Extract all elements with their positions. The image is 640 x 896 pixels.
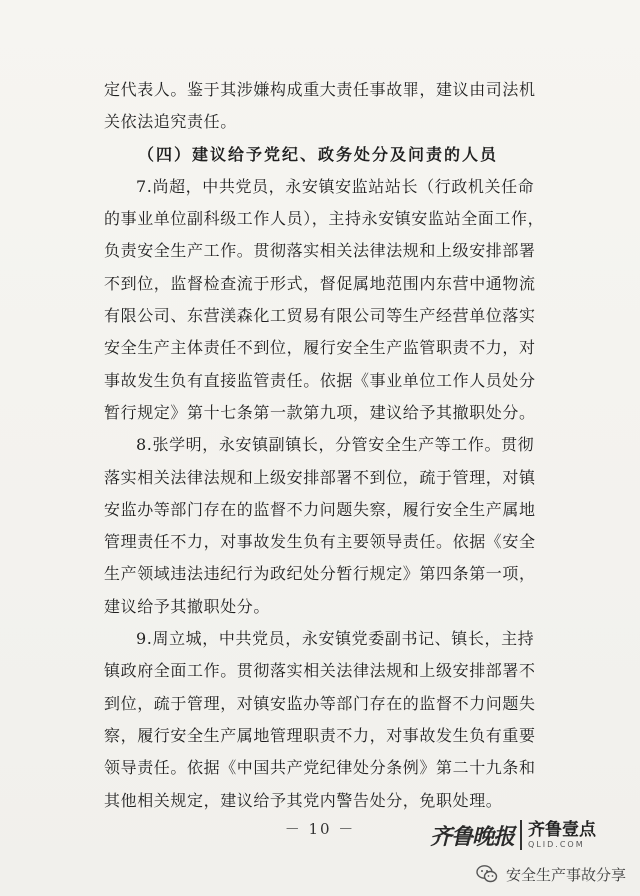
text-line: 不到位，监督检查流于形式，督促属地范围内东营中通物流 — [104, 273, 536, 293]
qilu-yidian-logo — [528, 821, 596, 850]
text-line: 领导责任。依据《中国共产党纪律处分条例》第二十九条和 — [104, 758, 536, 778]
text-line: 其他相关规定，建议给予其党内警告处分，免职处理。 — [104, 790, 503, 810]
logo-divider — [520, 820, 522, 850]
text-line: 生产领域违法违纪行为政纪处分暂行规定》第四条第一项， — [104, 564, 536, 584]
wechat-account-tag — [476, 860, 626, 888]
qilu-yidian-logo-domain: QLID.COM — [528, 839, 585, 849]
text-line: 管理责任不力，对事故发生负有主要领导责任。依据《安全 — [104, 532, 536, 552]
document-body — [104, 74, 560, 817]
text-line: 事故发生负有直接监管责任。依据《事业单位工作人员处分 — [104, 370, 536, 390]
text-line: 镇政府全面工作。贯彻落实相关法律法规和上级安排部署不 — [104, 661, 536, 681]
text-line: 落实相关法律法规和上级安排部署不到位，疏于管理，对镇 — [104, 467, 536, 487]
wechat-icon — [476, 864, 498, 884]
newspaper-watermark — [430, 818, 596, 852]
wechat-account-name: 安全生产事故分享 — [505, 865, 626, 884]
text-line: 安全生产主体责任不到位，履行安全生产监管职责不力，对 — [104, 338, 536, 358]
qilu-evening-news-logo: 齐鲁晚报 — [430, 823, 515, 850]
text-line: 7.尚超，中共党员，永安镇安监站站长（行政机关任命 — [136, 176, 535, 196]
section-heading: （四）建议给予党纪、政务处分及问责的人员 — [138, 144, 499, 164]
page-number: － 10 － — [284, 820, 356, 838]
text-line: 负责安全生产工作。贯彻落实相关法律法规和上级安排部署 — [104, 241, 536, 261]
text-line: 9.周立城，中共党员，永安镇党委副书记、镇长，主持 — [136, 629, 535, 649]
text-line: 察，履行安全生产属地管理职责不力，对事故发生负有重要 — [104, 725, 536, 745]
text-line: 定代表人。鉴于其涉嫌构成重大责任事故罪，建议由司法机 — [104, 80, 536, 99]
text-line: 关依法追究责任。 — [104, 112, 237, 132]
text-line: 建议给予其撤职处分。 — [104, 596, 271, 616]
text-line: 8.张学明，永安镇副镇长，分管安全生产等工作。贯彻 — [136, 435, 535, 455]
text-line: 的事业单位副科级工作人员），主持永安镇安监站全面工作， — [104, 209, 545, 229]
text-line: 暂行规定》第十七条第一款第九项，建议给予其撤职处分。 — [104, 402, 536, 422]
text-line: 到位，疏于管理，对镇安监办等部门存在的监督不力问题失 — [104, 693, 536, 713]
text-line: 安监办等部门存在的监督不力问题失察，履行安全生产属地 — [104, 499, 536, 519]
text-line: 有限公司、东营渼森化工贸易有限公司等生产经营单位落实 — [104, 306, 536, 326]
qilu-yidian-logo-text: 齐鲁壹点 — [528, 819, 597, 840]
